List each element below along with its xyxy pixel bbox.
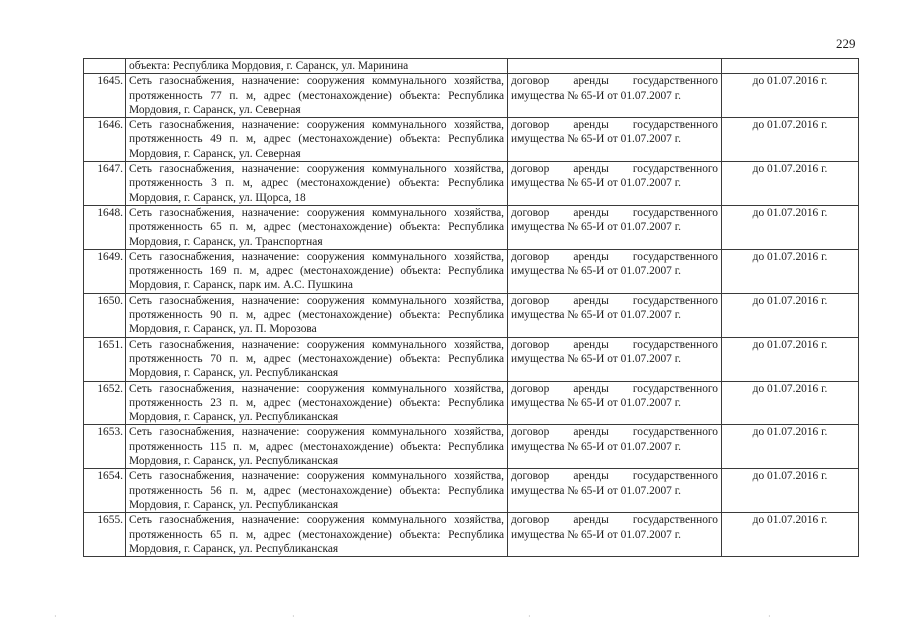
row-basis-cell: договор аренды государственного имущества № 65-И от 01.07.2007 г. xyxy=(508,118,722,162)
row-description-cell: Сеть газоснабжения, назначение: сооружения коммунального хозяйства, протяженность 56 п. м, адрес (местонахождение) объекта: Республика Мордовия, г. Саранск, ул. Республиканская xyxy=(126,469,508,513)
row-basis-cell: договор аренды государственного имущества № 65-И от 01.07.2007 г. xyxy=(508,293,722,337)
row-term-cell: до 01.07.2016 г. xyxy=(722,293,859,337)
row-number-cell: 1652. xyxy=(84,381,126,425)
row-term-cell: до 01.07.2016 г. xyxy=(722,74,859,118)
row-term-cell: до 01.07.2016 г. xyxy=(722,205,859,249)
row-basis-cell: договор аренды государственного имущества № 65-И от 01.07.2007 г. xyxy=(508,337,722,381)
table-row xyxy=(84,293,859,337)
row-basis-cell: договор аренды государственного имущества № 65-И от 01.07.2007 г. xyxy=(508,469,722,513)
row-term-cell: до 01.07.2016 г. xyxy=(722,425,859,469)
row-description-cell: Сеть газоснабжения, назначение: сооружения коммунального хозяйства, протяженность 70 п. м, адрес (местонахождение) объекта: Республика Мордовия, г. Саранск, ул. Республиканская xyxy=(126,337,508,381)
row-basis-cell: договор аренды государственного имущества № 65-И от 01.07.2007 г. xyxy=(508,205,722,249)
scan-mark: · xyxy=(54,612,57,621)
table-row xyxy=(84,118,859,162)
table-row-continuation xyxy=(84,59,859,74)
row-basis-cell: договор аренды государственного имущества № 65-И от 01.07.2007 г. xyxy=(508,74,722,118)
row-number-cell: 1653. xyxy=(84,425,126,469)
row-number-cell: 1655. xyxy=(84,513,126,557)
row-term-cell: до 01.07.2016 г. xyxy=(722,118,859,162)
row-term-cell: до 01.07.2016 г. xyxy=(722,337,859,381)
table-row xyxy=(84,337,859,381)
table-row xyxy=(84,205,859,249)
row-term-cell xyxy=(722,59,859,74)
row-number-cell: 1647. xyxy=(84,162,126,206)
row-description-cell: Сеть газоснабжения, назначение: сооружения коммунального хозяйства, протяженность 3 п. м, адрес (местонахождение) объекта: Республика Мордовия, г. Саранск, ул. Щорса, 18 xyxy=(126,162,508,206)
row-basis-cell: договор аренды государственного имущества № 65-И от 01.07.2007 г. xyxy=(508,513,722,557)
row-basis-cell: договор аренды государственного имущества № 65-И от 01.07.2007 г. xyxy=(508,381,722,425)
row-description-cell: объекта: Республика Мордовия, г. Саранск, ул. Маринина xyxy=(126,59,508,74)
table-row xyxy=(84,74,859,118)
row-term-cell: до 01.07.2016 г. xyxy=(722,469,859,513)
table-row xyxy=(84,381,859,425)
row-basis-cell xyxy=(508,59,722,74)
table-row xyxy=(84,513,859,557)
row-number-cell: 1645. xyxy=(84,74,126,118)
page-number: 229 xyxy=(836,36,856,51)
scan-mark: · xyxy=(768,612,771,621)
row-description-cell: Сеть газоснабжения, назначение: сооружения коммунального хозяйства, протяженность 65 п. м, адрес (местонахождение) объекта: Республика Мордовия, г. Саранск, ул. Республиканская xyxy=(126,513,508,557)
row-description-cell: Сеть газоснабжения, назначение: сооружения коммунального хозяйства, протяженность 77 п. м, адрес (местонахождение) объекта: Республика Мордовия, г. Саранск, ул. Северная xyxy=(126,74,508,118)
row-basis-cell: договор аренды государственного имущества № 65-И от 01.07.2007 г. xyxy=(508,425,722,469)
row-number-cell: 1648. xyxy=(84,205,126,249)
row-description-cell: Сеть газоснабжения, назначение: сооружения коммунального хозяйства, протяженность 90 п. м, адрес (местонахождение) объекта: Республика Мордовия, г. Саранск, ул. П. Морозова xyxy=(126,293,508,337)
scan-mark: · xyxy=(528,612,531,621)
scan-mark: · xyxy=(292,612,295,621)
row-number-cell: 1649. xyxy=(84,249,126,293)
scan-edge-marks xyxy=(0,612,905,622)
property-table xyxy=(83,58,859,557)
row-number-cell: 1651. xyxy=(84,337,126,381)
row-description-cell: Сеть газоснабжения, назначение: сооружения коммунального хозяйства, протяженность 65 п. м, адрес (местонахождение) объекта: Республика Мордовия, г. Саранск, ул. Транспортная xyxy=(126,205,508,249)
row-number-cell: 1650. xyxy=(84,293,126,337)
row-number-cell xyxy=(84,59,126,74)
row-term-cell: до 01.07.2016 г. xyxy=(722,513,859,557)
table-row xyxy=(84,162,859,206)
row-number-cell: 1646. xyxy=(84,118,126,162)
row-description-cell: Сеть газоснабжения, назначение: сооружения коммунального хозяйства, протяженность 23 п. м, адрес (местонахождение) объекта: Республика Мордовия, г. Саранск, ул. Республиканская xyxy=(126,381,508,425)
row-term-cell: до 01.07.2016 г. xyxy=(722,249,859,293)
table-row xyxy=(84,249,859,293)
row-term-cell: до 01.07.2016 г. xyxy=(722,381,859,425)
row-description-cell: Сеть газоснабжения, назначение: сооружения коммунального хозяйства, протяженность 49 п. м, адрес (местонахождение) объекта: Республика Мордовия, г. Саранск, ул. Северная xyxy=(126,118,508,162)
row-description-cell: Сеть газоснабжения, назначение: сооружения коммунального хозяйства, протяженность 169 п. м, адрес (местонахождение) объекта: Республика Мордовия, г. Саранск, парк им. А.С. Пушкина xyxy=(126,249,508,293)
row-description-cell: Сеть газоснабжения, назначение: сооружения коммунального хозяйства, протяженность 115 п. м, адрес (местонахождение) объекта: Республика Мордовия, г. Саранск, ул. Республиканская xyxy=(126,425,508,469)
table-row xyxy=(84,425,859,469)
row-basis-cell: договор аренды государственного имущества № 65-И от 01.07.2007 г. xyxy=(508,162,722,206)
row-basis-cell: договор аренды государственного имущества № 65-И от 01.07.2007 г. xyxy=(508,249,722,293)
row-term-cell: до 01.07.2016 г. xyxy=(722,162,859,206)
table-row xyxy=(84,469,859,513)
row-number-cell: 1654. xyxy=(84,469,126,513)
